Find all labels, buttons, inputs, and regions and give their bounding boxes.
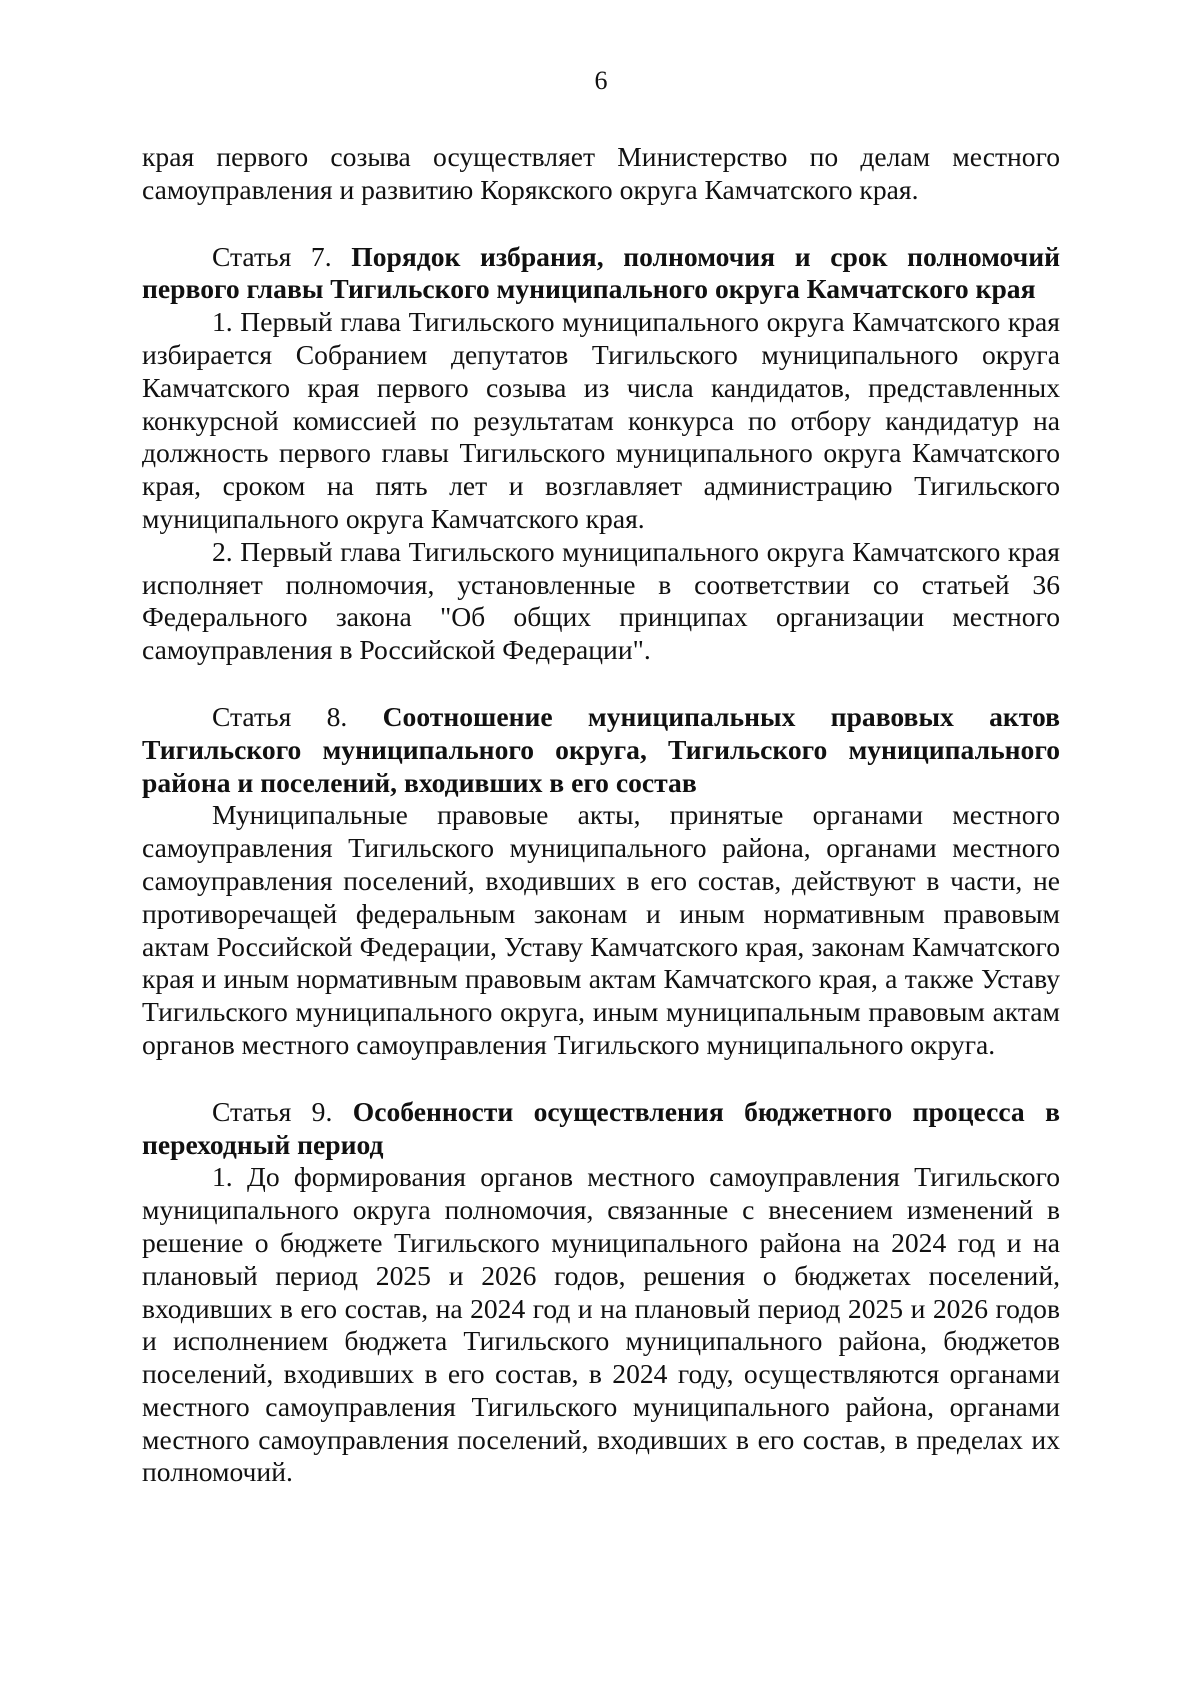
article-label: Статья 7. [212,240,332,272]
page-number: 6 [594,66,608,95]
article-paragraph: Муниципальные правовые акты, принятые органами местного самоуправления Тигильского муниципального района, органами местного самоуправления поселений, входивших в его состав, действуют в части, не противоречащей федеральным законам и иным нормативным правовым актам Российской Федерации, Уставу Камчатского края, законам Камчатского края и иным нормативным правовым актам Камчатского края, а также Уставу Тигильского муниципального округа, иным муниципальным правовым актам органов местного самоуправления Тигильского муниципального округа. [142,799,1060,1060]
article-paragraph: 1. До формирования органов местного самоуправления Тигильского муниципального округа полномочия, связанные с внесением изменений в решение о бюджете Тигильского муниципального района на 2024 год и на плановый период 2025 и 2026 годов, решения о бюджетах поселений, входивших в его состав, на 2024 год и на плановый период 2025 и 2026 годов и исполнением бюджета Тигильского муниципального района, бюджетов поселений, входивших в его состав, в 2024 году, осуществляются органами местного самоуправления Тигильского муниципального района, органами местного самоуправления поселений, входивших в его состав, в пределах их полномочий. [142,1161,1060,1488]
article-heading [142,241,1060,307]
intro-paragraph: края первого созыва осуществляет Министерство по делам местного самоуправления и развитию Корякского округа Камчатского края. [142,141,1060,205]
article-heading [142,1096,1060,1162]
document-body [142,141,1060,1489]
article-paragraph: 1. Первый глава Тигильского муниципального округа Камчатского края избирается Собранием депутатов Тигильского муниципального округа Камчатского края первого созыва из числа кандидатов, представленных конкурсной комиссией по результатам конкурса по отбору кандидатур на должность первого главы Тигильского муниципального округа Камчатского края, сроком на пять лет и возглавляет администрацию Тигильского муниципального округа Камчатского края. [142,306,1060,534]
article-8 [142,701,1060,1062]
article-title: Порядок избрания, полномочия и срок полномочий первого главы Тигильского муниципального округа Камчатского края [142,240,1060,305]
article-7 [142,241,1060,667]
article-label: Статья 8. [212,700,348,732]
article-paragraph: 2. Первый глава Тигильского муниципального округа Камчатского края исполняет полномочия, установленные в соответствии со статьей 36 Федерального закона "Об общих принципах организации местного самоуправления в Российской Федерации". [142,535,1060,666]
article-title: Особенности осуществления бюджетного процесса в переходный период [142,1095,1060,1160]
article-heading [142,701,1060,799]
article-9 [142,1096,1060,1490]
article-title: Соотношение муниципальных правовых актов Тигильского муниципального округа, Тигильского муниципального района и поселений, входивших в его состав [142,700,1060,798]
article-label: Статья 9. [212,1095,333,1127]
